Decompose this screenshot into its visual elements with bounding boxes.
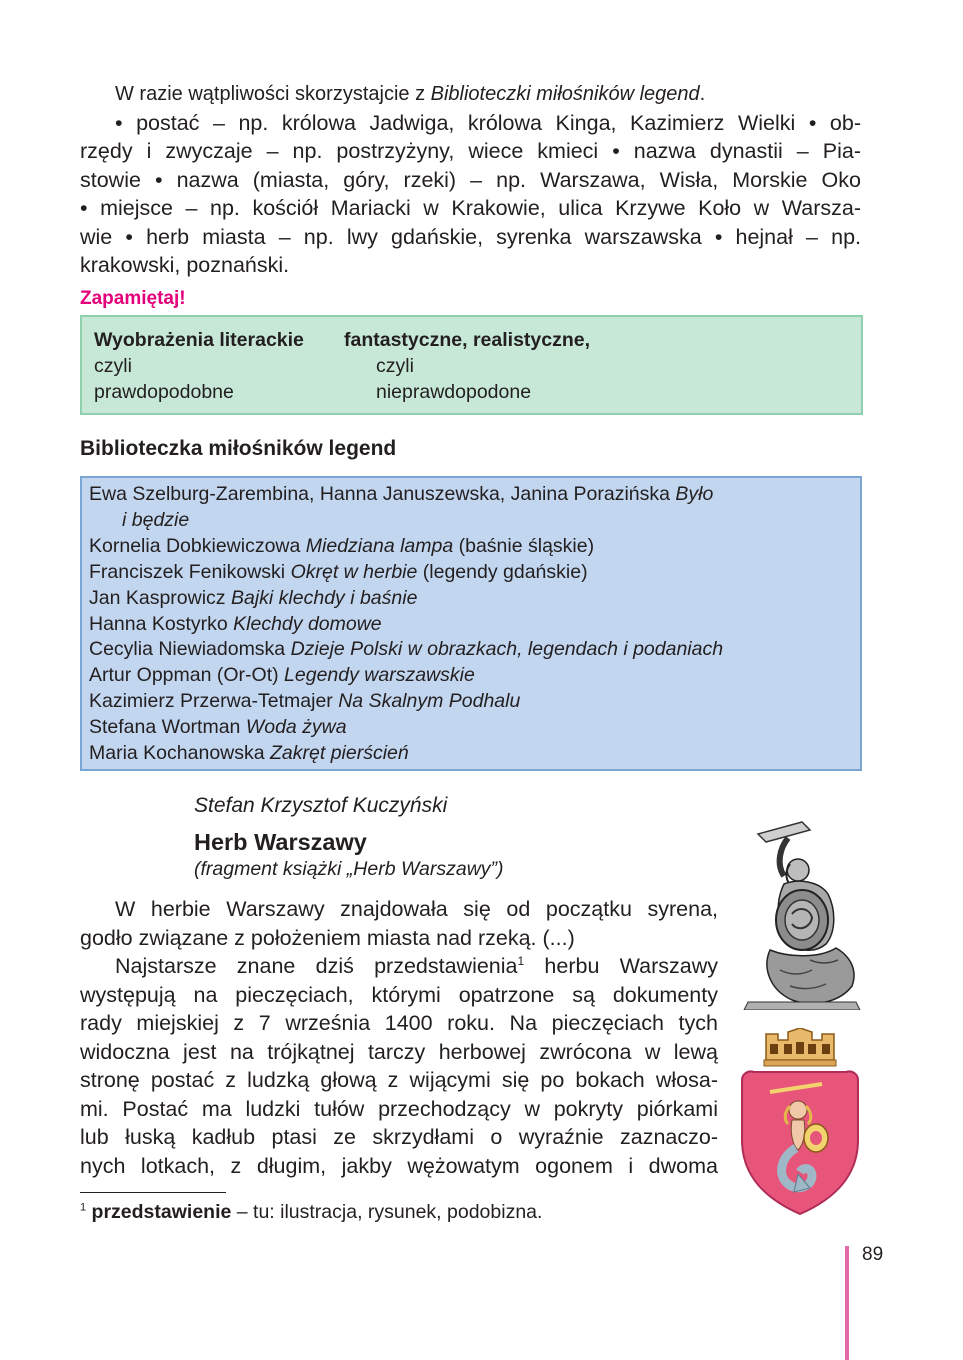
intro-line: stowie • nazwa (miasta, góry, rzeki) – np. Warszawa, Wisła, Morskie Oko bbox=[80, 167, 861, 192]
library-item bbox=[89, 715, 860, 741]
remember-col2-line: nieprawdopodone bbox=[376, 381, 532, 403]
library-item bbox=[89, 637, 860, 663]
library-author: Hanna Kostyrko bbox=[89, 612, 234, 635]
body-line: nych lotkach, z długim, jakby wężowatym ogonem i dwoma bbox=[80, 1153, 718, 1178]
footnote bbox=[80, 1201, 542, 1224]
page-number: 89 bbox=[862, 1244, 884, 1265]
library-author: Franciszek Fenikowski bbox=[89, 560, 291, 583]
remember-col1-heading: fantastyczne, realistyczne, bbox=[344, 329, 591, 351]
library-title: Okręt w herbie bbox=[290, 560, 418, 583]
library-item bbox=[89, 482, 860, 534]
body-line: lub łuską kadłub ptasi ze skrzydłami o wyraźnie zaznaczo- bbox=[80, 1125, 718, 1149]
body-line: występują na pieczęciach, którymi opatrzone są dokumenty bbox=[80, 982, 718, 1007]
body-line-suffix: herbu Warszawy bbox=[524, 954, 718, 978]
library-item bbox=[89, 689, 860, 715]
library-title-continued: i będzie bbox=[122, 508, 190, 531]
remember-col2-line: czyli bbox=[376, 355, 414, 377]
library-author: Artur Oppman (Or-Ot) bbox=[89, 664, 285, 687]
library-item bbox=[89, 534, 860, 560]
text-author: Stefan Krzysztof Kuczyński bbox=[194, 794, 448, 817]
library-note: (baśnie śląskie) bbox=[453, 534, 595, 557]
library-title: Zakręt pierścień bbox=[270, 742, 409, 765]
warsaw-coat-of-arms-image bbox=[736, 1028, 864, 1216]
body-text bbox=[80, 895, 718, 1180]
intro-line: wie • herb miasta – np. lwy gdańskie, syrenka warszawska • hejnał – np. bbox=[80, 224, 861, 249]
body-line: stronę postać z ludzką głową z wijącymi się po bokach włosa- bbox=[80, 1068, 718, 1092]
footnote-rule bbox=[80, 1192, 226, 1193]
library-author: Jan Kasprowicz bbox=[89, 586, 231, 609]
footnote-ref: 1 bbox=[517, 953, 525, 968]
library-title: Dzieje Polski w obrazkach, legendach i podaniach bbox=[290, 638, 724, 661]
library-note: (legendy gdańskie) bbox=[417, 560, 588, 583]
footnote-mark: 1 bbox=[80, 1201, 87, 1214]
text-title: Herb Warszawy bbox=[194, 829, 367, 855]
library-author: Stefana Wortman bbox=[89, 716, 246, 739]
remember-label: Zapamiętaj! bbox=[80, 288, 186, 309]
library-item bbox=[89, 612, 860, 638]
library-title: Miedziana lampa bbox=[305, 534, 454, 557]
body-line: W herbie Warszawy znajdowała się od początku syrena, bbox=[115, 897, 718, 921]
library-title: Klechdy domowe bbox=[233, 612, 382, 635]
library-title: Bajki klechdy i baśnie bbox=[230, 586, 418, 609]
library-author: Kornelia Dobkiewiczowa bbox=[89, 534, 306, 557]
intro-lead-suffix: . bbox=[699, 83, 706, 105]
intro-lead-italic: Biblioteczki miłośników legend bbox=[430, 83, 700, 105]
library-heading: Biblioteczka miłośników legend bbox=[80, 437, 397, 460]
remember-col1-line: czyli bbox=[94, 355, 132, 377]
library-title: Woda żywa bbox=[245, 716, 347, 739]
mermaid-statue-image bbox=[740, 820, 864, 1010]
library-list bbox=[82, 478, 860, 767]
library-author: Maria Kochanowska bbox=[89, 742, 271, 765]
library-title: Na Skalnym Podhalu bbox=[338, 690, 521, 713]
intro-line: • miejsce – np. kościół Mariacki w Krakowie, ulica Krzywe Koło w Warsza- bbox=[80, 196, 861, 220]
remember-heading: Wyobrażenia literackie bbox=[94, 329, 304, 351]
body-line: godło związane z położeniem miasta nad rzeką. (...) bbox=[80, 925, 575, 950]
intro-paragraph bbox=[80, 80, 861, 280]
library-item bbox=[89, 586, 860, 612]
library-author: Cecylia Niewiadomska bbox=[89, 638, 291, 661]
body-line: widoczna jest na trójkątnej tarczy herbowej zwrócona w lewą bbox=[80, 1039, 718, 1064]
footnote-term: przedstawienie bbox=[91, 1201, 232, 1223]
text-subtitle: (fragment książki „Herb Warszawy”) bbox=[194, 858, 504, 880]
page-margin-bar bbox=[845, 1246, 849, 1360]
intro-line: • postać – np. królowa Jadwiga, królowa Kinga, Kazimierz Wielki • ob- bbox=[115, 110, 861, 135]
footnote-definition: – tu: ilustracja, rysunek, podobizna. bbox=[231, 1201, 543, 1223]
library-item bbox=[89, 560, 860, 586]
library-title: Legendy warszawskie bbox=[284, 664, 475, 687]
library-box bbox=[80, 476, 862, 771]
library-item bbox=[89, 741, 860, 767]
library-title: Było bbox=[675, 483, 714, 505]
remember-col1-line: prawdopodobne bbox=[94, 381, 234, 403]
remember-box bbox=[80, 315, 863, 415]
body-line: mi. Postać ma ludzki tułów przechodzący w pokryty piórkami bbox=[80, 1096, 718, 1121]
body-line: rady miejskiej z 7 września 1400 roku. Na pieczęciach tych bbox=[80, 1011, 718, 1035]
library-item bbox=[89, 663, 860, 689]
library-author: Kazimierz Przerwa-Tetmajer bbox=[89, 690, 339, 713]
intro-line: krakowski, poznański. bbox=[80, 253, 290, 277]
intro-line: rzędy i zwyczaje – np. postrzyżyny, wiece kmieci • nazwa dynastii – Pia- bbox=[80, 139, 861, 163]
body-line: Najstarsze znane dziś przedstawienia bbox=[115, 954, 518, 978]
intro-lead: W razie wątpliwości skorzystajcie z bbox=[115, 83, 431, 105]
library-author: Ewa Szelburg-Zarembina, Hanna Januszewska, Janina Porazińska bbox=[89, 483, 676, 505]
